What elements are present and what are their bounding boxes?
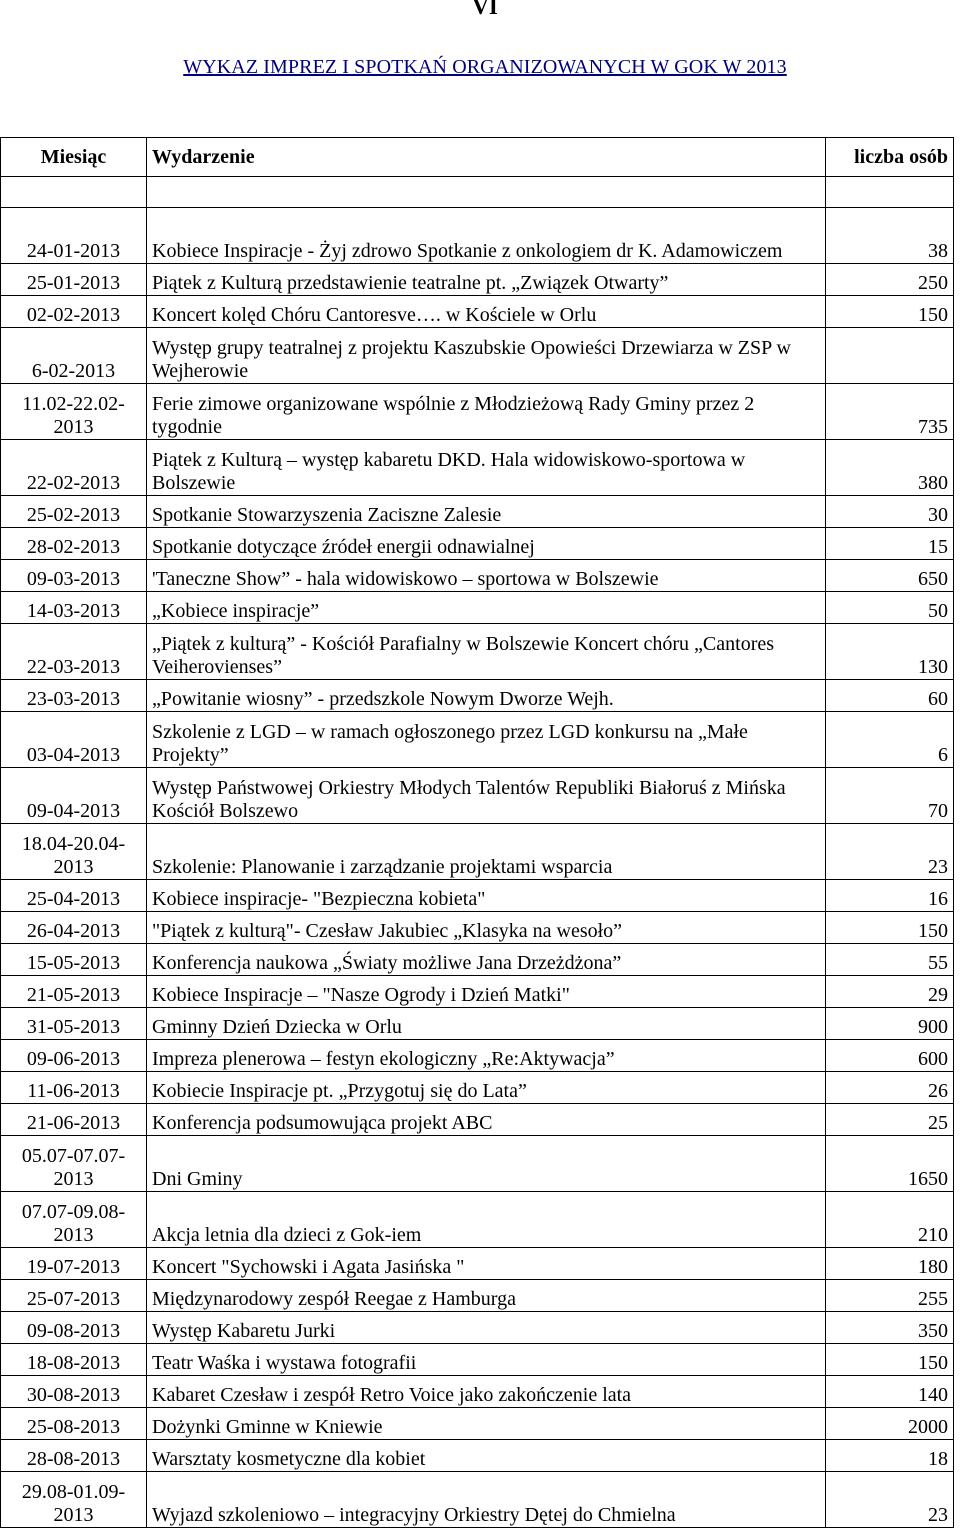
row-event: Występ grupy teatralnej z projektu Kaszubskie Opowieści Drzewiarza w ZSP w Wejherowie [147, 328, 826, 384]
row-date: 28-08-2013 [1, 1440, 147, 1472]
row-event: Piątek z Kulturą przedstawienie teatralne pt. „Związek Otwarty” [147, 264, 826, 296]
row-count: 23 [826, 824, 954, 880]
row-count: 140 [826, 1376, 954, 1408]
row-event: Kabaret Czesław i zespół Retro Voice jako zakończenie lata [147, 1376, 826, 1408]
header-month: Miesiąc [1, 138, 147, 177]
row-date: 09-08-2013 [1, 1312, 147, 1344]
table-row [1, 440, 954, 496]
row-event: Szkolenie: Planowanie i zarządzanie projektami wsparcia [147, 824, 826, 880]
blank-cell [826, 177, 954, 208]
row-date: 21-05-2013 [1, 976, 147, 1008]
row-date: 09-03-2013 [1, 560, 147, 592]
table-row [1, 528, 954, 560]
table-header-row [1, 138, 954, 177]
table-row [1, 1192, 954, 1248]
table-row [1, 912, 954, 944]
row-date: 22-03-2013 [1, 624, 147, 680]
row-count: 26 [826, 1072, 954, 1104]
row-event: Impreza plenerowa – festyn ekologiczny „Re:Aktywacja” [147, 1040, 826, 1072]
table-row [1, 824, 954, 880]
table-row [1, 880, 954, 912]
row-count: 55 [826, 944, 954, 976]
row-date: 21-06-2013 [1, 1104, 147, 1136]
row-event: 'Taneczne Show” - hala widowiskowo – sportowa w Bolszewie [147, 560, 826, 592]
row-count [826, 328, 954, 384]
row-event: Ferie zimowe organizowane wspólnie z Młodzieżową Rady Gminy przez 2 tygodnie [147, 384, 826, 440]
row-event: Warsztaty kosmetyczne dla kobiet [147, 1440, 826, 1472]
row-event: Międzynarodowy zespół Reegae z Hamburga [147, 1280, 826, 1312]
table-row [1, 1280, 954, 1312]
row-event: Akcja letnia dla dzieci z Gok-iem [147, 1192, 826, 1248]
row-count: 70 [826, 768, 954, 824]
table-row [1, 1136, 954, 1192]
row-count: 2000 [826, 1408, 954, 1440]
row-date: 19-07-2013 [1, 1248, 147, 1280]
table-row [1, 768, 954, 824]
row-count: 250 [826, 264, 954, 296]
row-event: Kobiecie Inspiracje pt. „Przygotuj się do Lata” [147, 1072, 826, 1104]
row-event: Występ Kabaretu Jurki [147, 1312, 826, 1344]
header-event: Wydarzenie [147, 138, 826, 177]
row-count: 30 [826, 496, 954, 528]
row-event: Dni Gminy [147, 1136, 826, 1192]
table-row [1, 296, 954, 328]
row-count: 180 [826, 1248, 954, 1280]
table-row [1, 976, 954, 1008]
row-count: 130 [826, 624, 954, 680]
row-count: 735 [826, 384, 954, 440]
table-row [1, 712, 954, 768]
row-event: Wyjazd szkoleniowo – integracyjny Orkiestry Dętej do Chmielna [147, 1472, 826, 1528]
row-count: 15 [826, 528, 954, 560]
row-count: 23 [826, 1472, 954, 1528]
row-event: Konferencja naukowa „Światy możliwe Jana Drzeżdżona” [147, 944, 826, 976]
row-event: „Powitanie wiosny” - przedszkole Nowym Dworze Wejh. [147, 680, 826, 712]
row-event: Szkolenie z LGD – w ramach ogłoszonego przez LGD konkursu na „Małe Projekty” [147, 712, 826, 768]
row-date: 18-08-2013 [1, 1344, 147, 1376]
row-date: 23-03-2013 [1, 680, 147, 712]
table-row [1, 208, 954, 264]
row-date: 26-04-2013 [1, 912, 147, 944]
table-row [1, 1344, 954, 1376]
row-date: 25-08-2013 [1, 1408, 147, 1440]
row-date: 25-07-2013 [1, 1280, 147, 1312]
row-date: 15-05-2013 [1, 944, 147, 976]
row-date: 09-04-2013 [1, 768, 147, 824]
row-date: 18.04-20.04-2013 [1, 824, 147, 880]
row-date: 25-02-2013 [1, 496, 147, 528]
row-date: 14-03-2013 [1, 592, 147, 624]
table-row [1, 1472, 954, 1528]
table-row [1, 496, 954, 528]
row-count: 150 [826, 1344, 954, 1376]
table-row [1, 264, 954, 296]
row-date: 07.07-09.08-2013 [1, 1192, 147, 1248]
row-event: Koncert kolęd Chóru Cantoresve…. w Kościele w Orlu [147, 296, 826, 328]
blank-row [1, 177, 954, 208]
row-event: Kobiece Inspiracje - Żyj zdrowo Spotkanie z onkologiem dr K. Adamowiczem [147, 208, 826, 264]
row-count: 6 [826, 712, 954, 768]
table-row [1, 624, 954, 680]
row-event: „Piątek z kulturą” - Kościół Parafialny w Bolszewie Koncert chóru „Cantores Veiherovienses” [147, 624, 826, 680]
row-count: 50 [826, 592, 954, 624]
table-row [1, 592, 954, 624]
table-row [1, 1440, 954, 1472]
table-row [1, 944, 954, 976]
row-event: Dożynki Gminne w Kniewie [147, 1408, 826, 1440]
row-event: „Kobiece inspiracje” [147, 592, 826, 624]
row-count: 25 [826, 1104, 954, 1136]
row-event: Konferencja podsumowująca projekt ABC [147, 1104, 826, 1136]
row-event: Piątek z Kulturą – występ kabaretu DKD. Hala widowiskowo-sportowa w Bolszewie [147, 440, 826, 496]
table-row [1, 680, 954, 712]
row-event: Koncert "Sychowski i Agata Jasińska " [147, 1248, 826, 1280]
table-row [1, 384, 954, 440]
row-event: "Piątek z kulturą"- Czesław Jakubiec „Klasyka na wesoło” [147, 912, 826, 944]
row-count: 350 [826, 1312, 954, 1344]
row-date: 24-01-2013 [1, 208, 147, 264]
row-date: 31-05-2013 [1, 1008, 147, 1040]
row-date: 11-06-2013 [1, 1072, 147, 1104]
row-date: 02-02-2013 [1, 296, 147, 328]
row-count: 29 [826, 976, 954, 1008]
row-event: Spotkanie dotyczące źródeł energii odnawialnej [147, 528, 826, 560]
row-date: 29.08-01.09-2013 [1, 1472, 147, 1528]
table-row [1, 1376, 954, 1408]
row-count: 210 [826, 1192, 954, 1248]
row-date: 03-04-2013 [1, 712, 147, 768]
document-title: WYKAZ IMPREZ I SPOTKAŃ ORGANIZOWANYCH W GOK W 2013 [183, 56, 787, 78]
row-date: 22-02-2013 [1, 440, 147, 496]
row-event: Występ Państwowej Orkiestry Młodych Talentów Republiki Białoruś z Mińska Kościół Bolszewo [147, 768, 826, 824]
table-row [1, 560, 954, 592]
row-date: 05.07-07.07-2013 [1, 1136, 147, 1192]
row-event: Kobiece inspiracje- "Bezpieczna kobieta" [147, 880, 826, 912]
row-date: 11.02-22.02-2013 [1, 384, 147, 440]
row-count: 1650 [826, 1136, 954, 1192]
row-count: 900 [826, 1008, 954, 1040]
row-date: 6-02-2013 [1, 328, 147, 384]
row-count: 380 [826, 440, 954, 496]
table-row [1, 1072, 954, 1104]
row-event: Kobiece Inspiracje – "Nasze Ogrody i Dzień Matki" [147, 976, 826, 1008]
table-row [1, 1008, 954, 1040]
row-count: 38 [826, 208, 954, 264]
row-count: 650 [826, 560, 954, 592]
row-event: Gminny Dzień Dziecka w Orlu [147, 1008, 826, 1040]
row-count: 16 [826, 880, 954, 912]
table-row [1, 1104, 954, 1136]
row-event: Teatr Waśka i wystawa fotografii [147, 1344, 826, 1376]
table-row [1, 1408, 954, 1440]
header-count: liczba osób [826, 138, 954, 177]
row-count: 18 [826, 1440, 954, 1472]
blank-cell [147, 177, 826, 208]
row-event: Spotkanie Stowarzyszenia Zaciszne Zalesie [147, 496, 826, 528]
table-row [1, 1248, 954, 1280]
table-row [1, 1312, 954, 1344]
table-row [1, 1040, 954, 1072]
section-number: VI [472, 0, 498, 19]
blank-cell [1, 177, 147, 208]
row-count: 150 [826, 296, 954, 328]
row-date: 25-04-2013 [1, 880, 147, 912]
row-date: 30-08-2013 [1, 1376, 147, 1408]
row-date: 28-02-2013 [1, 528, 147, 560]
row-date: 09-06-2013 [1, 1040, 147, 1072]
row-count: 60 [826, 680, 954, 712]
row-count: 600 [826, 1040, 954, 1072]
events-table [0, 137, 954, 1528]
row-date: 25-01-2013 [1, 264, 147, 296]
row-count: 255 [826, 1280, 954, 1312]
table-row [1, 328, 954, 384]
row-count: 150 [826, 912, 954, 944]
